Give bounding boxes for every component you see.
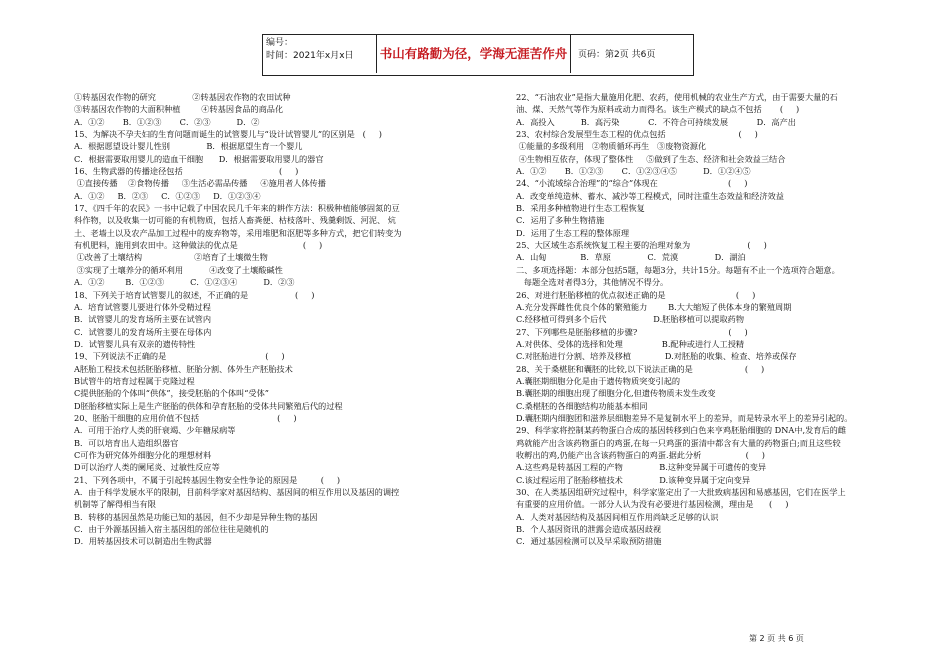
text-line: 收孵出的鸡,仍能产出含该药物蛋白的鸡蛋.据此分析 ( ) bbox=[516, 449, 765, 460]
left-column bbox=[74, 91, 474, 548]
text-line: A．①② B．②③ C．①②③ D．①②③④ bbox=[74, 190, 261, 201]
text-line: C.该过程运用了胚胎移植技术 D.该种变异属于定向变异 bbox=[516, 474, 751, 485]
header-meta bbox=[266, 37, 354, 63]
text-line: 科作物，以及收集一切可能的有机物质，包括人畜粪便、枯枝落叶、残羹剩饭、河泥、 炕 bbox=[74, 215, 396, 226]
text-line: 25、大区域生态系统恢复工程主要的治理对象为 ( ) bbox=[516, 240, 767, 251]
text-line: D．试管婴儿具有双亲的遗传特性 bbox=[74, 338, 196, 349]
text-line: B．个人基因资讯的泄露会造成基因歧视 bbox=[516, 524, 662, 535]
text-line: C.对胚胎进行分割、培养及移植 D.对胚胎的收集、检查、培养或保存 bbox=[516, 351, 797, 362]
text-line: 鸡就能产出含该药物蛋白的鸡蛋,在每一只鸡蛋的蛋清中都含有大量的药物蛋白;而且这些较 bbox=[516, 437, 841, 448]
text-line: D胚胎移植实际上是生产胚胎的供体和孕育胚胎的受体共同繁殖后代的过程 bbox=[74, 400, 343, 411]
text-line: 18、下列关于培育试管婴儿的叙述，不正确的是 ( ) bbox=[74, 289, 315, 300]
text-line: A．由于科学发展水平的限制，目前科学家对基因结构、基因间的相互作用以及基因的调控 bbox=[74, 487, 400, 497]
text-line: 22、“石油农业”是指大量施用化肥、农药，使用机械的农业生产方式，由于需要大量的石 bbox=[516, 92, 838, 102]
header-slogan: 书山有路勤为径，学海无涯苦作舟 bbox=[376, 35, 571, 73]
text-line: A胚胎工程技术包括胚胎移植、胚胎分割、体外生产胚胎技术 bbox=[74, 363, 293, 374]
text-line: C．根据需要取用婴儿的造血干细胞 D．根据需要取用婴儿的器官 bbox=[74, 153, 324, 164]
text-line: 有重要的应用价值。一部分人认为没有必要进行基因检测，理由是 ( ) bbox=[516, 499, 789, 510]
text-line: 29、科学家将控制某药物蛋白合成的基因转移到白色来亨鸡胚胎细胞的 DNA中,发育后的雌 bbox=[516, 425, 847, 436]
text-line: ③转基因农作物的大面积种植 ④转基因食品的商品化 bbox=[74, 104, 284, 115]
text-line: ③实现了土壤养分的循环利用 ④改变了土壤酸碱性 bbox=[74, 264, 283, 275]
text-line: 27、下列哪些是胚胎移植的步骤? ( ) bbox=[516, 326, 748, 337]
text-line: 有机肥料，施用到农田中。这种做法的优点是 ( ) bbox=[74, 240, 323, 251]
text-line: 21、下列各项中，不属于引起转基因生物安全性争论的原因是 ( ) bbox=[74, 474, 341, 485]
serial-label: 编号： bbox=[266, 38, 294, 48]
text-line: 机制等了解得相当有限 bbox=[74, 499, 156, 510]
text-line: A．①② B．①②③ C．①②③④ D．②③ bbox=[74, 277, 295, 288]
text-line: 20、胚胎干细胞的应用价值不包括 ( ) bbox=[74, 412, 297, 423]
text-line: ①直接传播 ②食物传播 ③生活必需品传播 ④施用者人体传播 bbox=[74, 178, 326, 189]
text-line: B试管牛的培育过程属于克隆过程 bbox=[74, 375, 195, 386]
text-line: A．根据愿望设计婴儿性别 B．根据愿望生育一个婴儿 bbox=[74, 141, 303, 152]
text-line: A.对供体、受体的选择和处理 B.配种或进行人工授精 bbox=[516, 338, 745, 349]
text-line: A.充分发挥雌性优良个体的繁殖能力 B.大大缩短了供体本身的繁殖周期 bbox=[516, 301, 792, 312]
right-column bbox=[516, 91, 916, 548]
page-header bbox=[262, 34, 694, 76]
text-line: A．培育试管婴儿要进行体外受精过程 bbox=[74, 301, 211, 312]
text-line: 土、老墙土以及农产品加工过程中的废弃物等，采用堆肥和沤肥等多种方式，把它们转变为 bbox=[74, 227, 402, 238]
text-line: A.这些鸡是转基因工程的产物 B.这种变异属于可遗传的变异 bbox=[516, 462, 767, 473]
text-line: D.囊胚期内细胞团和滋养层细胞差异不是复制水平上的差异，而是转录水平上的差异引起的。 bbox=[516, 412, 853, 423]
text-line: D．用转基因技术可以制造出生物武器 bbox=[74, 536, 212, 547]
text-line: B.囊胚期的细胞出现了细胞分化,但遗传物质未发生改变 bbox=[516, 388, 716, 399]
text-line: B．采用多种植物进行生态工程恢复 bbox=[516, 203, 645, 214]
text-line: A．改变单纯造林、蓄水、减沙等工程模式，同时注重生态效益和经济效益 bbox=[516, 190, 784, 201]
text-line: ①改善了土壤结构 ②培育了土壤微生物 bbox=[74, 252, 268, 263]
time-label: 时间：2021年x月x日 bbox=[266, 51, 354, 61]
text-line: ①转基因农作物的研究 ②转基因农作物的农田试种 bbox=[74, 92, 291, 102]
text-line: A．山甸 B．草原 C．荒漠 D．湖泊 bbox=[516, 252, 746, 263]
text-line: 26、对进行胚胎移植的优点叙述正确的是 ( ) bbox=[516, 289, 756, 300]
text-line: A．高投入 B．高污染 C．不符合可持续发展 D．高产出 bbox=[516, 116, 796, 127]
text-line: C可作为研究体外细胞分化的理想材料 bbox=[74, 449, 212, 460]
text-line: C提供胚胎的个体叫“供体”，接受胚胎的个体叫“受体” bbox=[74, 388, 269, 399]
text-line: D．运用了生态工程的整体原理 bbox=[516, 227, 630, 238]
text-line: C．试管婴儿的发育场所主要在母体内 bbox=[74, 326, 212, 337]
text-line: 二、多项选择题：本部分包括5题，每题3分，共计15分。每题有不止一个选项符合题意。 bbox=[516, 264, 840, 275]
text-line: D可以治疗人类的阑尾炎、过敏性反应等 bbox=[74, 462, 220, 473]
text-line: 24、“小流域综合治理”的“综合”体现在 ( ) bbox=[516, 178, 748, 189]
page-footer: 第 2 页 共 6 页 bbox=[749, 634, 804, 643]
text-line: C．运用了多种生物措施 bbox=[516, 215, 605, 226]
text-line: C.经移植可得到多个后代 D.胚胎移植可以提取药物 bbox=[516, 314, 745, 325]
text-line: C．由于外源基因插入宿主基因组的部位往往是随机的 bbox=[74, 524, 269, 535]
text-line: C.桑椹胚的各细胞结构功能基本相同 bbox=[516, 400, 648, 411]
text-line: 15、为解决不孕夫妇的生育问题而诞生的试管婴儿与“设计试管婴儿”的区别是 ( ) bbox=[74, 129, 382, 140]
header-page-info: 页码：第2页 共6页 bbox=[578, 50, 656, 60]
text-line: 28、关于桑椹胚和囊胚的比较,以下说法正确的是 ( ) bbox=[516, 363, 765, 374]
text-line: 17、《四千年的农民》一书中记载了中国农民几千年来的耕作方法：积极种植能够固氮的豆 bbox=[74, 203, 400, 214]
text-line: A．①② B．①②③ C．①②③④⑤ D．①②④⑤ bbox=[516, 166, 751, 177]
text-line: ①能量的多级利用 ②物质循环再生 ③废物资源化 bbox=[516, 141, 707, 152]
text-line: 每题全选对者得3分，其他情况不得分。 bbox=[516, 277, 669, 288]
text-line: B．可以培育出人造组织器官 bbox=[74, 437, 179, 448]
text-line: B．试管婴儿的发育场所主要在试管内 bbox=[74, 314, 212, 325]
text-line: 23、农村综合发展型生态工程的优点包括 ( ) bbox=[516, 129, 758, 140]
text-line: ④生物相互依存，体现了整体性 ⑤做到了生态、经济和社会效益三结合 bbox=[516, 153, 786, 164]
text-line: 30、在人类基因组研究过程中，科学家鉴定出了一大批致病基因和易感基因，它们在医学上 bbox=[516, 487, 846, 497]
text-line: C．通过基因检测可以及早采取预防措施 bbox=[516, 536, 662, 547]
text-line: 16、生物武器的传播途径包括 ( ) bbox=[74, 166, 299, 177]
text-line: B．转移的基因虽然是功能已知的基因，但不少却是异种生物的基因 bbox=[74, 511, 318, 522]
text-line: 油、煤、天然气等作为原料或动力而得名。该生产模式的缺点不包括 ( ) bbox=[516, 104, 800, 115]
text-line: A.囊胚期细胞分化是由于遗传物质突变引起的 bbox=[516, 375, 681, 386]
text-line: 19、下列说法不正确的是 ( ) bbox=[74, 351, 285, 362]
text-line: A．①② B．①②③ C．②③ D．② bbox=[74, 116, 260, 127]
text-line: A．可用于治疗人类的肝衰竭、少年糖尿病等 bbox=[74, 425, 236, 436]
text-line: A．人类对基因结构及基因间相互作用尚缺乏足够的认识 bbox=[516, 511, 719, 522]
